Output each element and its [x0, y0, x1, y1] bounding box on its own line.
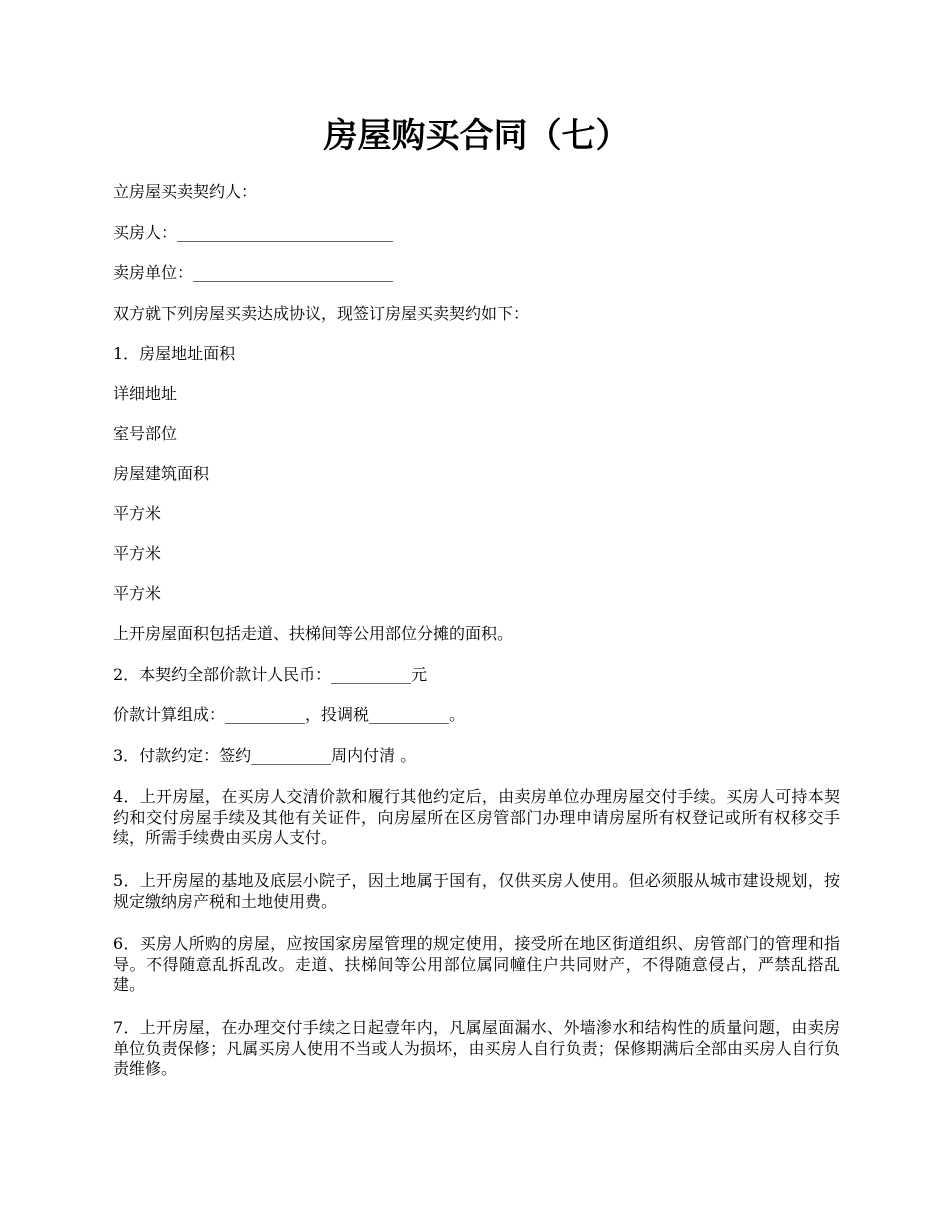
paragraph-area-note: 上开房屋面积包括走道、扶梯间等公用部位分摊的面积。: [113, 624, 514, 643]
paragraph-agreement-intro: 双方就下列房屋买卖达成协议，现签订房屋买卖契约如下：: [113, 304, 530, 323]
paragraph-address: 详细地址: [113, 384, 178, 403]
paragraph-unit-2: 平方米: [113, 544, 162, 563]
paragraph-buyer: 买房人：___________________________: [113, 223, 394, 242]
paragraph-price-breakdown: 价款计算组成：__________，投调税__________。: [113, 705, 466, 724]
clause-2: 2．本契约全部价款计人民币：__________元: [113, 665, 428, 684]
clause-6: 6．买房人所购的房屋，应按国家房屋管理的规定使用，接受所在地区街道组织、房管部门的管理和指导。不得随意乱拆乱改。走道、扶梯间等公用部位属同幢住户共同财产，不得随意侵占，严禁乱搭乱建。: [113, 934, 840, 994]
clause-3: 3．付款约定：签约__________周内付清 。: [113, 746, 417, 765]
paragraph-unit-3: 平方米: [113, 584, 162, 603]
clause-4: 4．上开房屋，在买房人交清价款和履行其他约定后，由卖房单位办理房屋交付手续。买房人可持本契约和交付房屋手续及其他有关证件，向房屋所在区房管部门办理申请房屋所有权登记或所有权移交手续，所需手续费由买房人支付。: [113, 787, 840, 847]
clause-7: 7．上开房屋，在办理交付手续之日起壹年内，凡属屋面漏水、外墙渗水和结构性的质量问题，由卖房单位负责保修；凡属买房人使用不当或人为损坏，由买房人自行负责；保修期满后全部由买房人自行负责维修。: [113, 1018, 840, 1078]
paragraph-parties-intro: 立房屋买卖契约人：: [113, 182, 258, 201]
clause-5: 5．上开房屋的基地及底层小院子，因土地属于国有，仅供买房人使用。但必须服从城市建设规划，按规定缴纳房产税和土地使用费。: [113, 871, 840, 911]
clause-1-heading: 1．房屋地址面积: [113, 344, 236, 363]
paragraph-room: 室号部位: [113, 424, 178, 443]
paragraph-seller: 卖房单位：_________________________: [113, 263, 394, 282]
document-title: 房屋购买合同（七）: [323, 116, 630, 156]
paragraph-area: 房屋建筑面积: [113, 464, 210, 483]
paragraph-unit-1: 平方米: [113, 504, 162, 523]
